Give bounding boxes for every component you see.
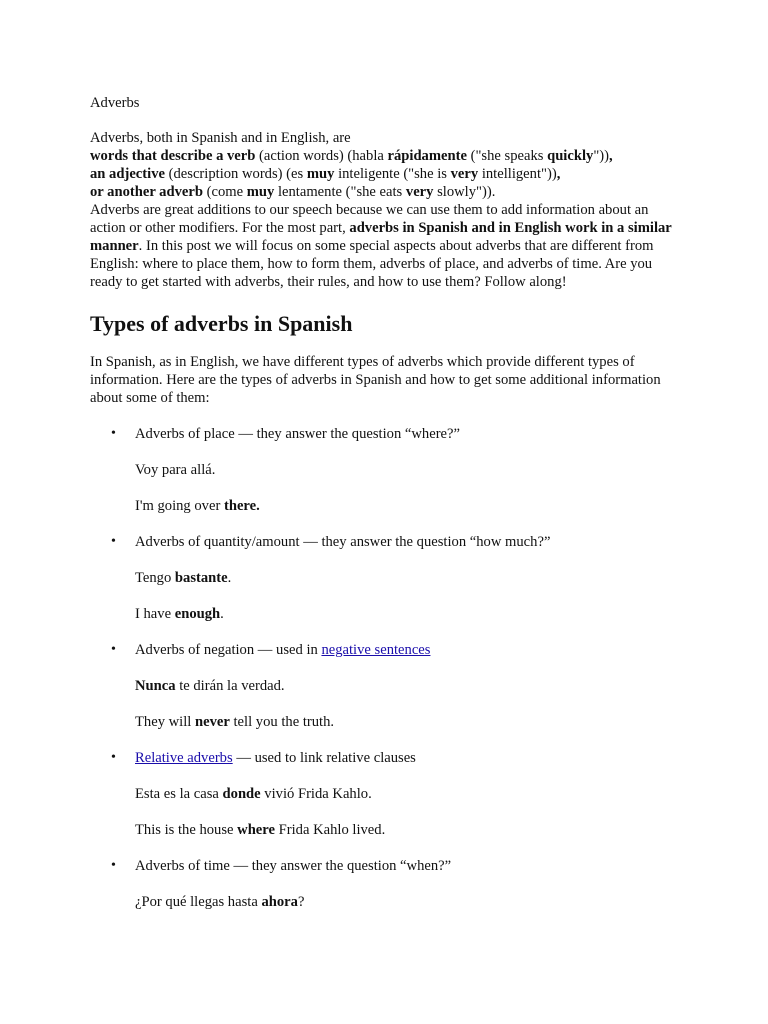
text: I'm going over <box>135 498 224 514</box>
text: — used to link relative clauses <box>232 750 416 766</box>
bold-text: where <box>237 822 275 838</box>
example-english <box>135 821 680 839</box>
text: intelligent")) <box>478 166 557 182</box>
adverb-types-list <box>90 425 680 911</box>
bold-text: or another adverb <box>90 184 203 200</box>
text: ¿Por qué llegas hasta <box>135 894 262 910</box>
text: slowly")). <box>433 184 496 200</box>
document-title: Adverbs <box>90 95 140 111</box>
text: (come <box>202 184 247 200</box>
intro-block <box>90 129 680 291</box>
text: I have <box>135 606 175 622</box>
item-heading: Adverbs of quantity/amount — they answer the question “how much?” <box>135 534 551 550</box>
text: They will <box>135 714 195 730</box>
text: Frida Kahlo lived. <box>274 822 386 838</box>
bold-text: muy <box>306 166 335 182</box>
bold-text: , <box>556 166 561 182</box>
bold-text: Nunca <box>135 678 176 694</box>
relative-adverbs-link[interactable]: Relative adverbs <box>135 750 233 766</box>
text: ")) <box>593 148 609 164</box>
bold-text: donde <box>222 786 261 802</box>
intro-paragraph-2 <box>90 201 680 291</box>
bullet-icon: • <box>111 426 116 441</box>
text: This is the house <box>135 822 238 838</box>
bullet-icon: • <box>111 534 116 549</box>
document-page <box>90 94 680 929</box>
text: vivió Frida Kahlo. <box>260 786 372 802</box>
list-item-negation <box>90 641 680 731</box>
bold-text: very <box>405 184 434 200</box>
item-heading <box>135 641 680 659</box>
text: . <box>227 570 232 586</box>
list-item-quantity <box>90 533 680 623</box>
text: tell you the truth. <box>229 714 335 730</box>
intro-line-1: Adverbs, both in Spanish and in English, are <box>90 130 351 146</box>
bold-text: an adjective <box>90 166 165 182</box>
text: ? <box>297 894 305 910</box>
bullet-icon: • <box>111 858 116 873</box>
example-spanish <box>135 893 680 911</box>
example-english <box>135 713 680 731</box>
text: Adverbs are great additions to our speech because we can use them to add information about an action or other modifiers. For the most part, <box>90 202 649 236</box>
text: te dirán la verdad. <box>175 678 285 694</box>
intro-line-2 <box>90 147 680 165</box>
section-intro: In Spanish, as in English, we have different types of adverbs which provide different types of information. Here are the types of adverbs in Spanish and how to get some additional information about some of them: <box>90 354 661 406</box>
bold-text: never <box>195 714 230 730</box>
bold-text: there. <box>223 498 260 514</box>
example-spanish: Voy para allá. <box>135 462 216 478</box>
bold-text: muy <box>246 184 275 200</box>
item-heading: Adverbs of place — they answer the question “where?” <box>135 426 460 442</box>
text: Adverbs of negation — used in <box>135 642 322 658</box>
section-heading: Types of adverbs in Spanish <box>90 311 353 336</box>
text: Tengo <box>135 570 175 586</box>
example-spanish <box>135 569 680 587</box>
intro-line-4 <box>90 183 680 201</box>
text: . <box>220 606 224 622</box>
bold-text: quickly <box>547 148 594 164</box>
bold-text: ahora <box>261 894 298 910</box>
bullet-icon: • <box>111 642 116 657</box>
bold-text: , <box>609 148 613 164</box>
text: . In this post we will focus on some special aspects about adverbs that are different from English: where to place them, how to form them, adverbs of place, and adverbs of time. Are you ready to get started with adverbs, their rules, and how to use them? Follow along! <box>90 238 654 290</box>
example-spanish <box>135 677 680 695</box>
bold-text: rápidamente <box>387 148 467 164</box>
bold-text: adverbs in Spanish and in English work in a similar manner <box>90 220 672 254</box>
list-item-place <box>90 425 680 515</box>
bold-text: very <box>450 166 479 182</box>
list-item-time <box>90 857 680 911</box>
example-english <box>135 605 680 623</box>
item-heading <box>135 749 680 767</box>
text: inteligente ("she is <box>334 166 451 182</box>
text: Esta es la casa <box>135 786 223 802</box>
intro-line-3 <box>90 165 680 183</box>
bold-text: words that describe a verb <box>90 148 256 164</box>
item-heading: Adverbs of time — they answer the question “when?” <box>135 858 452 874</box>
text: (description words) (es <box>164 166 307 182</box>
text: (action words) (habla <box>255 148 388 164</box>
example-english <box>135 497 680 515</box>
text: ("she speaks <box>466 148 548 164</box>
negative-sentences-link[interactable]: negative sentences <box>321 642 431 658</box>
bold-text: bastante <box>174 570 228 586</box>
bullet-icon: • <box>111 750 116 765</box>
text: lentamente ("she eats <box>274 184 406 200</box>
example-spanish <box>135 785 680 803</box>
bold-text: enough <box>174 606 221 622</box>
list-item-relative <box>90 749 680 839</box>
